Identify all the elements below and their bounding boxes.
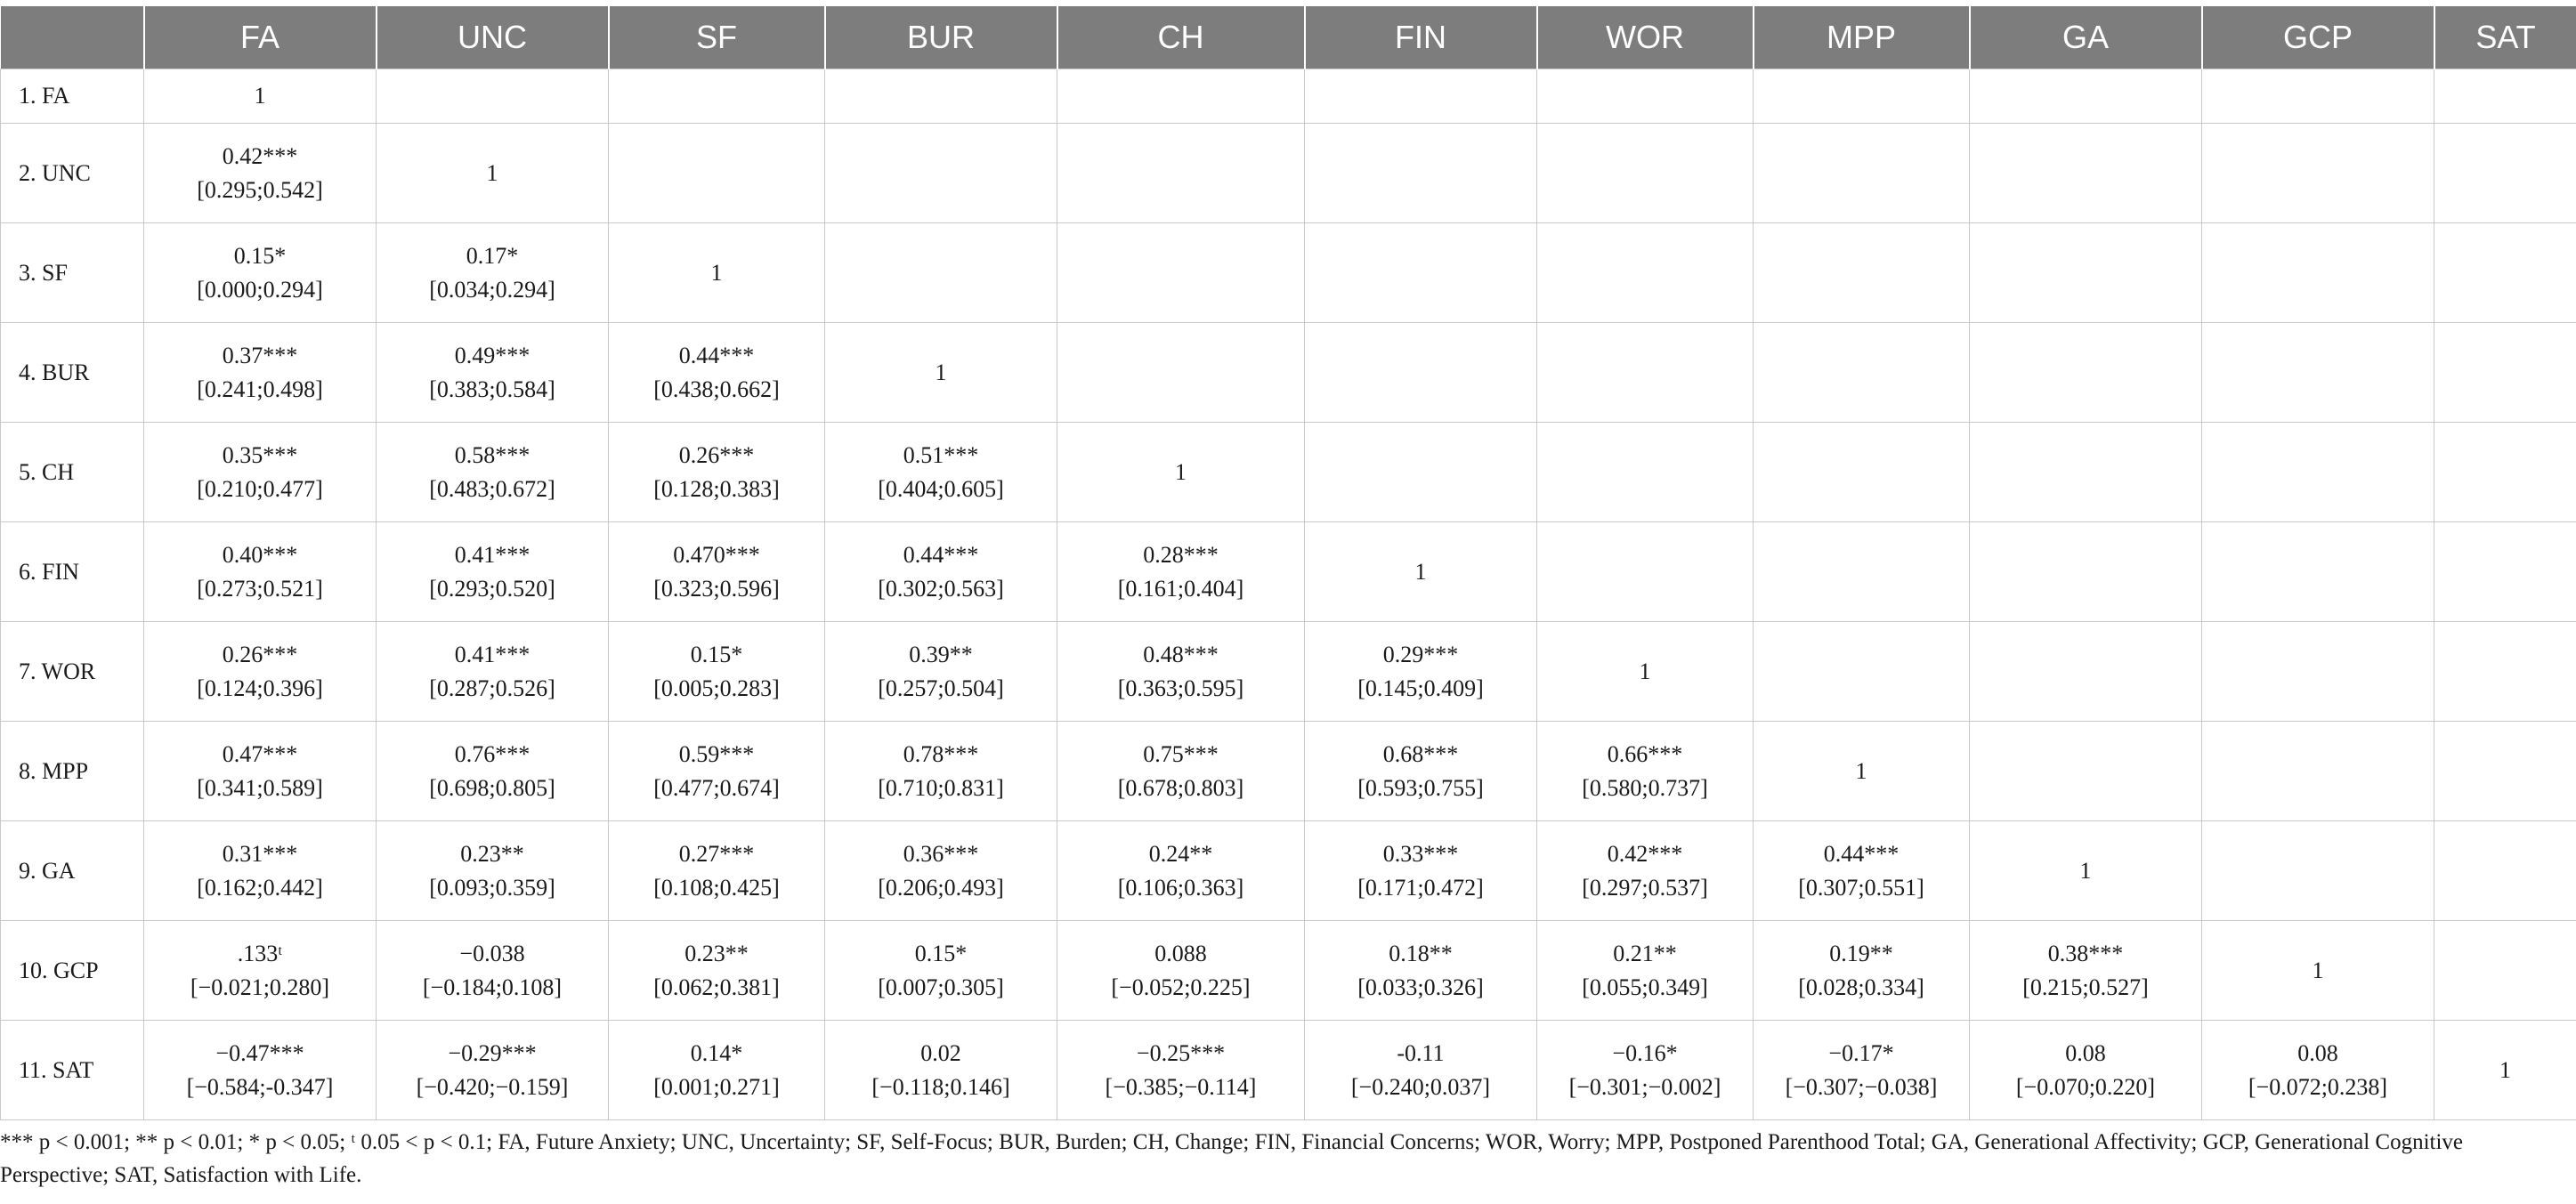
- correlation-value: 1: [1414, 558, 1427, 585]
- correlation-value: 0.58***: [454, 441, 531, 468]
- correlation-value: 0.41***: [454, 541, 531, 568]
- table-cell: [2202, 821, 2434, 921]
- table-cell: [1537, 821, 1754, 921]
- table-cell: [1305, 821, 1537, 921]
- table-cell: [377, 223, 609, 323]
- table-cell: [609, 69, 825, 124]
- confidence-interval: [−0.052;0.225]: [1111, 974, 1251, 1000]
- correlation-value: 0.76***: [454, 740, 531, 767]
- table-cell: [1754, 1021, 1970, 1120]
- column-header-sat: SAT: [2434, 6, 2576, 69]
- table-cell: [609, 921, 825, 1021]
- correlation-value: 0.49***: [454, 342, 531, 368]
- correlation-value: 1: [2499, 1056, 2511, 1083]
- table-cell: [825, 223, 1057, 323]
- table-cell: [1537, 323, 1754, 423]
- table-cell: [2434, 522, 2576, 622]
- table-cell: [609, 821, 825, 921]
- confidence-interval: [0.698;0.805]: [429, 774, 555, 801]
- correlation-value: 0.68***: [1382, 740, 1459, 767]
- confidence-interval: [−0.420;−0.159]: [416, 1073, 569, 1100]
- confidence-interval: [0.210;0.477]: [197, 475, 323, 502]
- table-cell: [1537, 69, 1754, 124]
- table-cell: [377, 423, 609, 522]
- correlation-value: 0.75***: [1143, 740, 1219, 767]
- table-cell: [144, 323, 377, 423]
- confidence-interval: [0.678;0.803]: [1117, 774, 1244, 801]
- table-row: [1, 423, 2576, 522]
- table-cell: [1754, 921, 1970, 1021]
- correlation-value: 0.18**: [1389, 940, 1453, 966]
- correlation-value: 0.088: [1154, 940, 1207, 966]
- row-label: 7. WOR: [1, 622, 144, 722]
- correlation-value: 0.33***: [1382, 840, 1459, 867]
- table-cell: [1754, 622, 1970, 722]
- correlation-value: −0.17*: [1828, 1039, 1894, 1066]
- confidence-interval: [0.287;0.526]: [429, 675, 555, 701]
- confidence-interval: [0.093;0.359]: [429, 874, 555, 901]
- table-cell: [1057, 921, 1305, 1021]
- table-cell: [377, 921, 609, 1021]
- confidence-interval: [0.034;0.294]: [429, 276, 555, 303]
- column-header-sf: SF: [609, 6, 825, 69]
- column-header-ch: CH: [1057, 6, 1305, 69]
- confidence-interval: [0.404;0.605]: [878, 475, 1004, 502]
- table-cell: [144, 921, 377, 1021]
- row-label: 10. GCP: [1, 921, 144, 1021]
- correlation-value: 0.15*: [914, 940, 968, 966]
- column-header-fin: FIN: [1305, 6, 1537, 69]
- correlation-value: 0.23**: [460, 840, 524, 867]
- confidence-interval: [0.438;0.662]: [653, 376, 780, 402]
- confidence-interval: [0.000;0.294]: [197, 276, 323, 303]
- table-cell: [2202, 722, 2434, 821]
- confidence-interval: [0.106;0.363]: [1117, 874, 1244, 901]
- table-cell: [1970, 1021, 2202, 1120]
- table-cell: [609, 622, 825, 722]
- confidence-interval: [0.273;0.521]: [197, 575, 323, 602]
- table-cell: [1970, 323, 2202, 423]
- table-cell: [2434, 323, 2576, 423]
- table-cell: [2202, 223, 2434, 323]
- correlation-value: 0.66***: [1607, 740, 1683, 767]
- confidence-interval: [0.033;0.326]: [1357, 974, 1484, 1000]
- table-cell: [2202, 1021, 2434, 1120]
- table-cell: [1537, 722, 1754, 821]
- table-cell: [1754, 69, 1970, 124]
- table-cell: [377, 622, 609, 722]
- table-cell: [377, 124, 609, 223]
- row-label: 8. MPP: [1, 722, 144, 821]
- confidence-interval: [0.293;0.520]: [429, 575, 555, 602]
- table-cell: [1057, 423, 1305, 522]
- table-cell: [1970, 722, 2202, 821]
- table-cell: [144, 821, 377, 921]
- confidence-interval: [−0.307;−0.038]: [1785, 1073, 1938, 1100]
- correlation-value: 1: [1175, 458, 1187, 485]
- table-cell: [1057, 223, 1305, 323]
- table-row: [1, 921, 2576, 1021]
- header-cell-corner: [1, 6, 144, 69]
- table-cell: [1754, 522, 1970, 622]
- correlation-value: 0.27***: [678, 840, 755, 867]
- table-body: [1, 69, 2576, 1120]
- correlation-value: 0.38***: [2047, 940, 2124, 966]
- correlation-value: 0.78***: [903, 740, 979, 767]
- table-cell: [1305, 722, 1537, 821]
- table-cell: [1537, 223, 1754, 323]
- table-cell: [1305, 622, 1537, 722]
- confidence-interval: [0.215;0.527]: [2022, 974, 2149, 1000]
- correlation-value: −0.16*: [1612, 1039, 1678, 1066]
- table-cell: [1970, 423, 2202, 522]
- confidence-interval: [−0.072;0.238]: [2248, 1073, 2388, 1100]
- table-cell: [1305, 69, 1537, 124]
- confidence-interval: [0.206;0.493]: [878, 874, 1004, 901]
- table-cell: [1754, 722, 1970, 821]
- table-cell: [609, 323, 825, 423]
- table-cell: [609, 223, 825, 323]
- table-cell: [825, 69, 1057, 124]
- table-cell: [2434, 1021, 2576, 1120]
- row-label: 4. BUR: [1, 323, 144, 423]
- table-cell: [2434, 423, 2576, 522]
- correlation-value: 1: [1639, 658, 1651, 684]
- correlation-value: 0.08: [2065, 1039, 2106, 1066]
- confidence-interval: [−0.240;0.037]: [1350, 1073, 1491, 1100]
- correlation-value: 0.37***: [222, 342, 298, 368]
- table-cell: [609, 124, 825, 223]
- table-cell: [144, 124, 377, 223]
- table-cell: [609, 423, 825, 522]
- table-row: [1, 821, 2576, 921]
- table-cell: [2202, 323, 2434, 423]
- correlation-value: 0.28***: [1143, 541, 1219, 568]
- confidence-interval: [0.580;0.737]: [1582, 774, 1708, 801]
- table-cell: [377, 1021, 609, 1120]
- correlation-value: 0.40***: [222, 541, 298, 568]
- column-header-mpp: MPP: [1754, 6, 1970, 69]
- table-cell: [1754, 323, 1970, 423]
- correlation-value: 1: [935, 359, 947, 385]
- table-cell: [2434, 921, 2576, 1021]
- row-label: 5. CH: [1, 423, 144, 522]
- table-cell: [1970, 69, 2202, 124]
- confidence-interval: [0.363;0.595]: [1117, 675, 1244, 701]
- table-cell: [144, 522, 377, 622]
- table-cell: [1970, 124, 2202, 223]
- column-header-wor: WOR: [1537, 6, 1754, 69]
- correlation-value: 0.41***: [454, 641, 531, 667]
- confidence-interval: [0.302;0.563]: [878, 575, 1004, 602]
- correlation-value: 0.42***: [222, 142, 298, 169]
- confidence-interval: [0.028;0.334]: [1798, 974, 1924, 1000]
- table-cell: [1305, 124, 1537, 223]
- table-cell: [2202, 124, 2434, 223]
- table-footnote: *** p < 0.001; ** p < 0.01; * p < 0.05; ᵗ 0.05 < p < 0.1; FA, Future Anxiety; UNC, Uncertainty; SF, Self-Focus; BUR, Burden; CH, Change; FIN, Financial Concerns; WOR, Worry; MPP, Postponed Parenthood Total; GA, Generational Affectivity; GCP, Generational Cognitive Perspective; SAT, Satisfaction with Life.: [0, 1130, 2464, 1187]
- table-cell: [1305, 223, 1537, 323]
- table-cell: [144, 69, 377, 124]
- confidence-interval: [−0.070;0.220]: [2015, 1073, 2156, 1100]
- table-cell: [1057, 124, 1305, 223]
- table-cell: [2434, 223, 2576, 323]
- table-cell: [1970, 821, 2202, 921]
- row-label: 6. FIN: [1, 522, 144, 622]
- correlation-value: 1: [710, 259, 723, 286]
- confidence-interval: [0.005;0.283]: [653, 675, 780, 701]
- table-cell: [144, 423, 377, 522]
- row-label: 1. FA: [1, 69, 144, 124]
- confidence-interval: [−0.184;0.108]: [422, 974, 563, 1000]
- confidence-interval: [0.162;0.442]: [197, 874, 323, 901]
- table-cell: [2202, 622, 2434, 722]
- table-cell: [377, 522, 609, 622]
- table-row: [1, 722, 2576, 821]
- table-cell: [377, 821, 609, 921]
- table-cell: [609, 722, 825, 821]
- confidence-interval: [0.307;0.551]: [1798, 874, 1924, 901]
- correlation-table: [0, 6, 2576, 1120]
- confidence-interval: [0.062;0.381]: [653, 974, 780, 1000]
- confidence-interval: [0.108;0.425]: [653, 874, 780, 901]
- column-header-unc: UNC: [377, 6, 609, 69]
- table-cell: [144, 722, 377, 821]
- correlation-value: .133ᵗ: [237, 940, 283, 966]
- table-cell: [1305, 921, 1537, 1021]
- table-row: [1, 323, 2576, 423]
- correlation-value: 0.47***: [222, 740, 298, 767]
- correlation-value: −0.038: [459, 940, 525, 966]
- correlation-value: 1: [486, 159, 498, 186]
- confidence-interval: [0.124;0.396]: [197, 675, 323, 701]
- confidence-interval: [−0.021;0.280]: [190, 974, 330, 1000]
- table-cell: [1057, 1021, 1305, 1120]
- confidence-interval: [0.171;0.472]: [1357, 874, 1484, 901]
- table-cell: [1305, 1021, 1537, 1120]
- table-cell: [144, 1021, 377, 1120]
- header-row: [1, 6, 2576, 69]
- correlation-value: 0.31***: [222, 840, 298, 867]
- table-cell: [825, 622, 1057, 722]
- table-cell: [1754, 223, 1970, 323]
- table-cell: [1305, 423, 1537, 522]
- table-cell: [1537, 522, 1754, 622]
- row-label: 9. GA: [1, 821, 144, 921]
- correlation-value: −0.47***: [215, 1039, 304, 1066]
- row-label: 11. SAT: [1, 1021, 144, 1120]
- correlation-value: 0.48***: [1143, 641, 1219, 667]
- table-cell: [825, 921, 1057, 1021]
- correlation-value: -0.11: [1397, 1039, 1445, 1066]
- confidence-interval: [0.477;0.674]: [653, 774, 780, 801]
- correlation-value: 1: [2312, 957, 2324, 983]
- table-cell: [825, 522, 1057, 622]
- confidence-interval: [0.341;0.589]: [197, 774, 323, 801]
- row-label: 2. UNC: [1, 124, 144, 223]
- table-cell: [609, 522, 825, 622]
- confidence-interval: [0.161;0.404]: [1117, 575, 1244, 602]
- table-cell: [825, 124, 1057, 223]
- confidence-interval: [−0.385;−0.114]: [1105, 1073, 1257, 1100]
- table-row: [1, 522, 2576, 622]
- correlation-value: 0.02: [920, 1039, 961, 1066]
- table-cell: [1754, 124, 1970, 223]
- column-header-ga: GA: [1970, 6, 2202, 69]
- table-cell: [1057, 722, 1305, 821]
- correlation-value: 0.44***: [678, 342, 755, 368]
- correlation-value: 0.24**: [1148, 840, 1213, 867]
- correlation-value: 0.51***: [903, 441, 979, 468]
- table-cell: [144, 622, 377, 722]
- table-cell: [2434, 722, 2576, 821]
- table-cell: [825, 323, 1057, 423]
- correlation-value: 0.26***: [222, 641, 298, 667]
- table-cell: [2434, 124, 2576, 223]
- confidence-interval: [0.383;0.584]: [429, 376, 555, 402]
- table-cell: [1057, 323, 1305, 423]
- correlation-value: 0.39**: [909, 641, 973, 667]
- confidence-interval: [−0.584;-0.347]: [186, 1073, 334, 1100]
- table-row: [1, 1021, 2576, 1120]
- correlation-value: 0.19**: [1829, 940, 1893, 966]
- table-cell: [377, 69, 609, 124]
- correlation-value: 1: [254, 83, 266, 109]
- correlation-value: 0.15*: [233, 242, 287, 269]
- table-cell: [2434, 69, 2576, 124]
- table-cell: [1537, 921, 1754, 1021]
- table-cell: [144, 223, 377, 323]
- table-cell: [377, 323, 609, 423]
- table-cell: [2202, 423, 2434, 522]
- table-cell: [825, 821, 1057, 921]
- table-cell: [825, 722, 1057, 821]
- table-cell: [609, 1021, 825, 1120]
- table-cell: [1537, 124, 1754, 223]
- table-row: [1, 622, 2576, 722]
- table-cell: [1537, 622, 1754, 722]
- confidence-interval: [0.323;0.596]: [653, 575, 780, 602]
- table-cell: [1057, 522, 1305, 622]
- correlation-value: 0.59***: [678, 740, 755, 767]
- confidence-interval: [0.257;0.504]: [878, 675, 1004, 701]
- table-cell: [1754, 423, 1970, 522]
- table-cell: [1970, 522, 2202, 622]
- table-row: [1, 223, 2576, 323]
- confidence-interval: [−0.118;0.146]: [871, 1073, 1010, 1100]
- table-cell: [1305, 323, 1537, 423]
- confidence-interval: [0.593;0.755]: [1357, 774, 1484, 801]
- table-cell: [825, 1021, 1057, 1120]
- confidence-interval: [0.007;0.305]: [878, 974, 1004, 1000]
- confidence-interval: [0.055;0.349]: [1582, 974, 1708, 1000]
- correlation-value: 0.470***: [673, 541, 760, 568]
- correlation-value: 0.26***: [678, 441, 755, 468]
- correlation-value: 0.08: [2297, 1039, 2338, 1066]
- table-cell: [1057, 622, 1305, 722]
- table-cell: [1970, 921, 2202, 1021]
- correlation-value: 0.15*: [690, 641, 743, 667]
- confidence-interval: [−0.301;−0.002]: [1568, 1073, 1721, 1100]
- table-row: [1, 124, 2576, 223]
- table-cell: [1537, 1021, 1754, 1120]
- table-cell: [2202, 522, 2434, 622]
- table-cell: [1057, 69, 1305, 124]
- table-cell: [1754, 821, 1970, 921]
- table-cell: [1057, 821, 1305, 921]
- correlation-value: 0.21**: [1613, 940, 1677, 966]
- table-header: [1, 6, 2576, 69]
- column-header-bur: BUR: [825, 6, 1057, 69]
- table-cell: [1537, 423, 1754, 522]
- correlation-value: 0.17*: [466, 242, 519, 269]
- correlation-value: −0.25***: [1136, 1039, 1226, 1066]
- column-header-fa: FA: [144, 6, 377, 69]
- correlation-value: 0.44***: [903, 541, 979, 568]
- table-cell: [2434, 622, 2576, 722]
- correlation-value: 0.23**: [685, 940, 749, 966]
- column-header-gcp: GCP: [2202, 6, 2434, 69]
- confidence-interval: [0.295;0.542]: [197, 176, 323, 203]
- correlation-value: 0.36***: [903, 840, 979, 867]
- table-cell: [2202, 69, 2434, 124]
- confidence-interval: [0.128;0.383]: [653, 475, 780, 502]
- correlation-value: 0.42***: [1607, 840, 1683, 867]
- table-cell: [2202, 921, 2434, 1021]
- correlation-value: 0.14*: [690, 1039, 743, 1066]
- confidence-interval: [0.241;0.498]: [197, 376, 323, 402]
- table-cell: [1970, 223, 2202, 323]
- table-cell: [1970, 622, 2202, 722]
- table-cell: [2434, 821, 2576, 921]
- row-label: 3. SF: [1, 223, 144, 323]
- correlation-value: 0.35***: [222, 441, 298, 468]
- correlation-value: 0.44***: [1823, 840, 1900, 867]
- confidence-interval: [0.145;0.409]: [1357, 675, 1484, 701]
- confidence-interval: [0.001;0.271]: [653, 1073, 780, 1100]
- table-cell: [825, 423, 1057, 522]
- table-cell: [1305, 522, 1537, 622]
- confidence-interval: [0.483;0.672]: [429, 475, 555, 502]
- table-cell: [377, 722, 609, 821]
- table-row: [1, 69, 2576, 124]
- confidence-interval: [0.710;0.831]: [878, 774, 1004, 801]
- correlation-value: 1: [2079, 857, 2092, 884]
- correlation-value: 0.29***: [1382, 641, 1459, 667]
- confidence-interval: [0.297;0.537]: [1582, 874, 1708, 901]
- correlation-value: −0.29***: [448, 1039, 537, 1066]
- correlation-value: 1: [1855, 757, 1867, 784]
